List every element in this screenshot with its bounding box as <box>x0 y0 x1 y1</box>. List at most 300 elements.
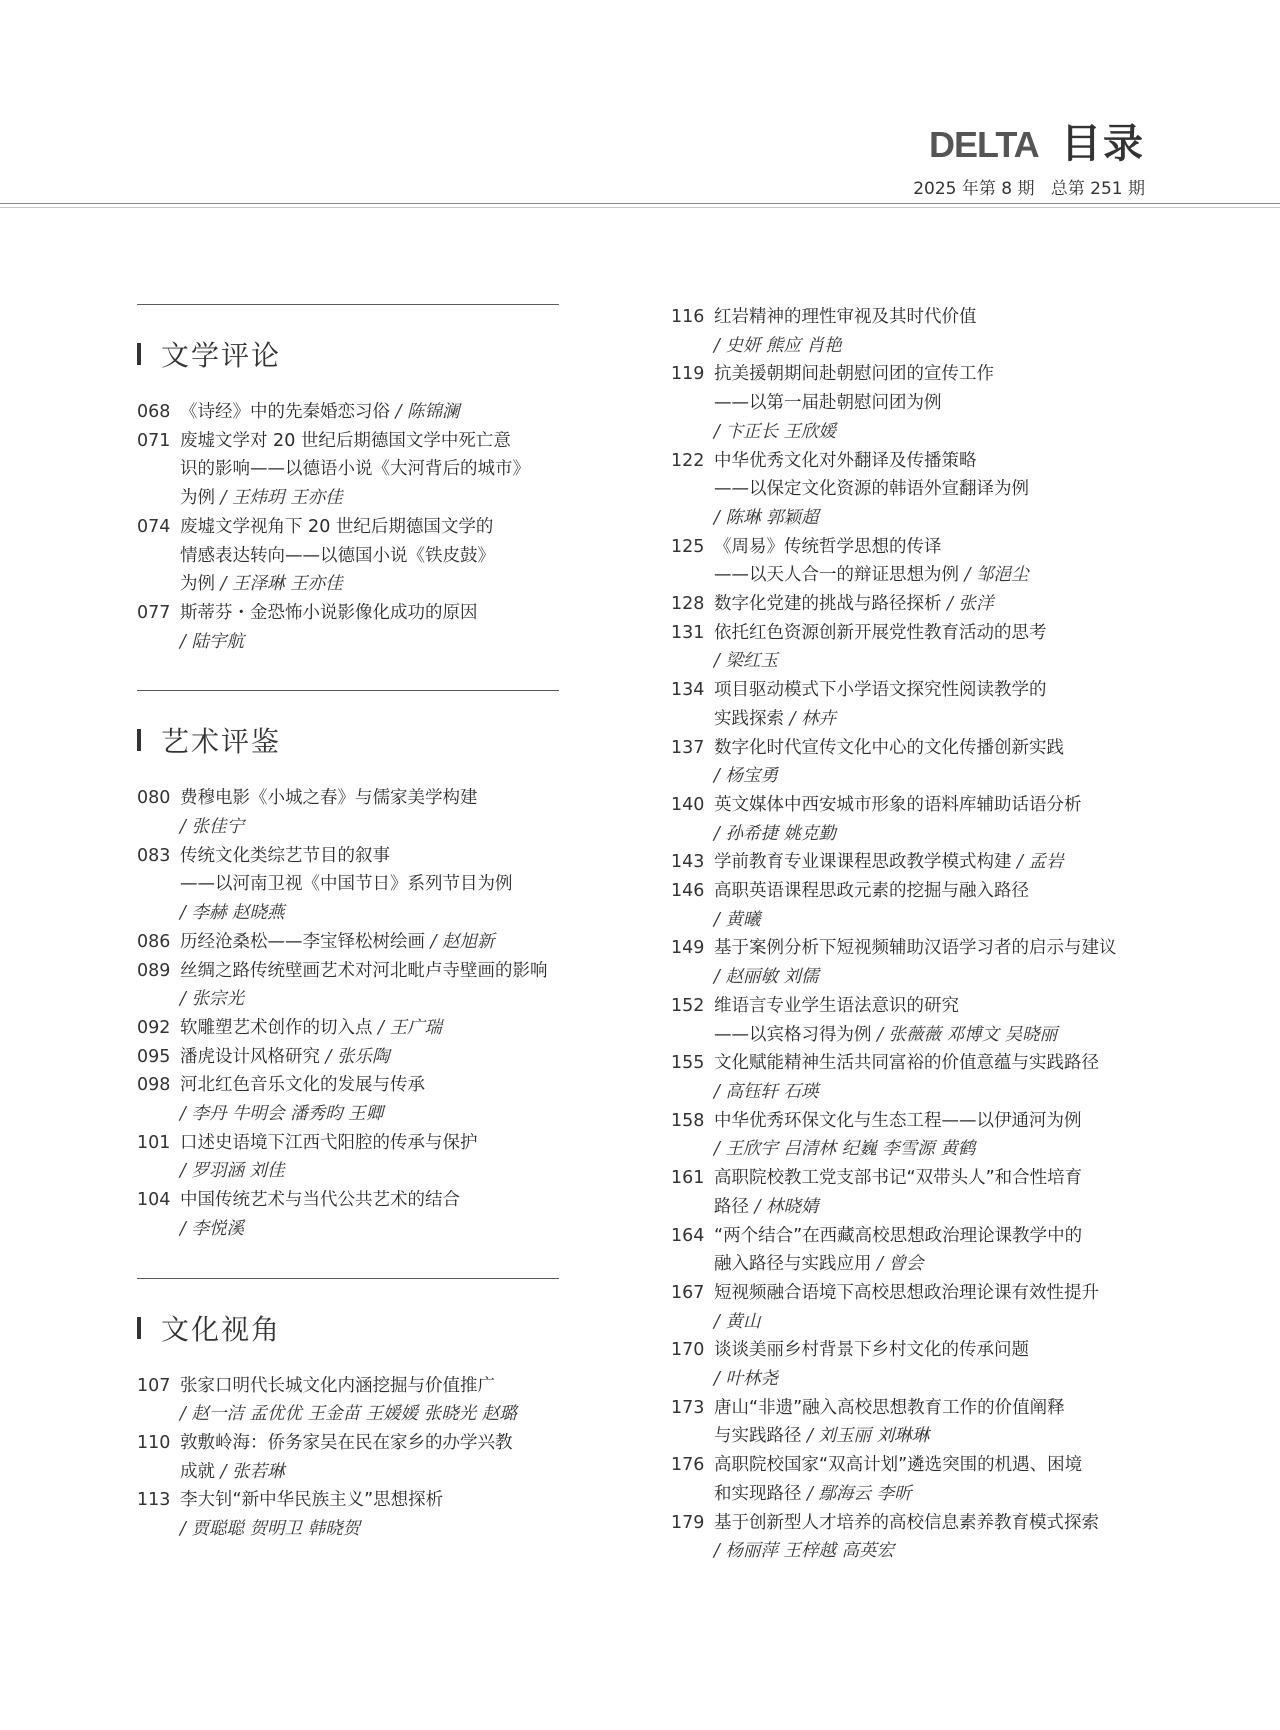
page-number: 110 <box>137 1432 171 1453</box>
page-number: 158 <box>671 1110 705 1131</box>
entry-line <box>714 1135 1151 1164</box>
toc-entry <box>137 1186 577 1243</box>
toc-entry <box>137 1043 577 1072</box>
entry-line <box>714 590 1151 619</box>
article-title-text: 中华优秀环保文化与生态工程——以伊通河为例 <box>714 1110 1082 1131</box>
article-authors: / 杨丽萍 王梓越 高英宏 <box>714 1541 895 1562</box>
article-title-text: 高职院校教工党支部书记“双带头人”和合性培育 <box>714 1168 1083 1189</box>
entry-line <box>180 513 577 542</box>
brand-row <box>929 122 1145 166</box>
toc-entry <box>137 928 577 957</box>
article-title-text: 李大钊“新中华民族主义”思想探析 <box>180 1490 444 1511</box>
section-marker <box>137 1317 141 1339</box>
toc-entry <box>671 934 1151 991</box>
entry-lines <box>180 928 577 957</box>
article-title-text: 中国传统艺术与当代公共艺术的结合 <box>180 1190 460 1211</box>
toc-entry <box>671 1336 1151 1393</box>
article-title-text: 路径 <box>714 1196 749 1217</box>
article-title-text: 历经沧桑松——李宝铎松树绘画 <box>180 931 425 952</box>
entry-lines <box>714 360 1151 446</box>
article-title-text: 谈谈美丽乡村背景下乡村文化的传承问题 <box>714 1340 1029 1361</box>
section-marker <box>137 343 141 365</box>
page-number: 152 <box>671 995 705 1016</box>
entry-lines <box>714 1451 1151 1508</box>
toc-entry <box>671 791 1151 848</box>
entry-line <box>714 1451 1151 1480</box>
toc-entry <box>671 360 1151 446</box>
section-divider <box>137 304 559 305</box>
entry-line <box>714 647 1151 676</box>
entry-lines <box>180 513 577 599</box>
entry-lines <box>714 877 1151 934</box>
entry-lines <box>714 619 1151 676</box>
entry-line <box>714 1107 1151 1136</box>
toc-entry <box>137 842 577 928</box>
page-number: 170 <box>671 1340 705 1361</box>
article-title-text: 融入路径与实践应用 <box>714 1254 872 1275</box>
page-number: 083 <box>137 845 171 866</box>
article-authors: / 梁红玉 <box>714 651 778 672</box>
entry-line <box>714 1250 1151 1279</box>
article-authors: / 林卉 <box>784 708 837 729</box>
article-title-text: 口述史语境下江西弋阳腔的传承与保护 <box>180 1132 478 1153</box>
entry-line <box>714 303 1151 332</box>
article-title-text: 识的影响——以德语小说《大河背后的城市》 <box>180 459 530 480</box>
toc-entry <box>137 1372 577 1429</box>
entry-line <box>714 1480 1151 1509</box>
article-title-text: 情感表达转向——以德国小说《铁皮鼓》 <box>180 545 495 566</box>
toc-entry <box>671 1049 1151 1106</box>
header-rule <box>0 203 1280 204</box>
page-number: 095 <box>137 1046 171 1067</box>
entry-lines <box>180 1129 577 1186</box>
article-authors: / 陆宇航 <box>180 631 244 652</box>
page-number: 134 <box>671 680 705 701</box>
section-header <box>137 336 577 372</box>
entry-line <box>714 1193 1151 1222</box>
section-header <box>137 1310 577 1346</box>
page-number: 137 <box>671 737 705 758</box>
toc-entry <box>137 1129 577 1186</box>
entry-line <box>180 1215 577 1244</box>
entry-lines <box>714 676 1151 733</box>
entry-line <box>180 899 577 928</box>
entry-line <box>714 877 1151 906</box>
entry-line <box>180 1100 577 1129</box>
entry-line <box>180 1400 577 1429</box>
page-number: 077 <box>137 602 171 623</box>
entry-line <box>714 705 1151 734</box>
entry-line <box>714 1078 1151 1107</box>
article-authors: / 张宗光 <box>180 989 244 1010</box>
entry-line <box>180 842 577 871</box>
toc-entry <box>671 590 1151 619</box>
entry-lines <box>180 1043 577 1072</box>
page-number: 092 <box>137 1017 171 1038</box>
toc-entry <box>671 877 1151 934</box>
article-authors: / 张洋 <box>941 594 994 615</box>
entry-line <box>714 848 1151 877</box>
entry-line <box>714 1509 1151 1538</box>
article-title-text: 潘虎设计风格研究 <box>180 1046 320 1067</box>
page-number: 155 <box>671 1053 705 1074</box>
article-authors: / 卞正长 王欣媛 <box>714 421 837 442</box>
article-title-text: 和实现路径 <box>714 1483 802 1504</box>
entry-lines <box>180 842 577 928</box>
article-authors: / 孟岩 <box>1011 852 1064 873</box>
entry-line <box>714 360 1151 389</box>
article-title-text: 中华优秀文化对外翻译及传播策略 <box>714 450 977 471</box>
article-authors: / 林晓婧 <box>749 1196 819 1217</box>
article-title-text: 敦敷岭海：侨务家吴在民在家乡的办学兴教 <box>180 1432 513 1453</box>
entry-line <box>180 599 577 628</box>
entry-line <box>180 628 577 657</box>
toc-entry <box>671 1164 1151 1221</box>
toc-right-column <box>671 303 1151 1566</box>
article-authors: / 曾会 <box>871 1254 924 1275</box>
entry-lines <box>714 992 1151 1049</box>
entry-lines <box>180 784 577 841</box>
section-divider <box>137 1278 559 1279</box>
entry-line <box>180 1071 577 1100</box>
entry-line <box>180 1043 577 1072</box>
article-authors: / 史妍 熊应 肖艳 <box>714 335 842 356</box>
article-title-text: 软雕塑艺术创作的切入点 <box>180 1017 373 1038</box>
page-number: 086 <box>137 931 171 952</box>
toc-entry <box>671 848 1151 877</box>
header-rule-light <box>0 207 1280 208</box>
article-title-text: 英文媒体中西安城市形象的语料库辅助话语分析 <box>714 794 1082 815</box>
article-title-text: “两个结合”在西藏高校思想政治理论课教学中的 <box>714 1225 1083 1246</box>
entry-lines <box>714 734 1151 791</box>
page-number: 143 <box>671 852 705 873</box>
article-title-text: 张家口明代长城文化内涵挖掘与价值推广 <box>180 1375 495 1396</box>
entry-lines <box>714 1222 1151 1279</box>
page-number: 122 <box>671 450 705 471</box>
article-title-text: ——以宾格习得为例 <box>714 1024 872 1045</box>
article-authors: / 邹浥尘 <box>959 565 1029 586</box>
article-title-text: 依托红色资源创新开展党性教育活动的思考 <box>714 622 1047 643</box>
entry-line <box>714 1164 1151 1193</box>
entry-lines <box>180 1429 577 1486</box>
entry-line <box>180 455 577 484</box>
entry-lines <box>714 1509 1151 1566</box>
entry-line <box>714 475 1151 504</box>
toc-section <box>137 690 577 1243</box>
page-number: 140 <box>671 794 705 815</box>
page-number: 071 <box>137 430 171 451</box>
issue-info: 2025 年第 8 期 总第 251 期 <box>913 179 1145 199</box>
article-title-text: 文化赋能精神生活共同富裕的价值意蕴与实践路径 <box>714 1053 1099 1074</box>
section-title: 文学评论 <box>161 339 282 372</box>
article-authors: / 李悦溪 <box>180 1218 244 1239</box>
article-authors: / 高钰轩 石瑛 <box>714 1081 819 1102</box>
article-authors: / 赵丽敏 刘儒 <box>714 967 819 988</box>
section-title: 文化视角 <box>161 1312 282 1346</box>
article-title-text: 数字化时代宣传文化中心的文化传播创新实践 <box>714 737 1064 758</box>
article-title-text: 费穆电影《小城之春》与儒家美学构建 <box>180 788 478 809</box>
entry-line <box>714 447 1151 476</box>
page-number: 116 <box>671 307 705 327</box>
toc-entry <box>137 1014 577 1043</box>
toc-entry <box>671 1451 1151 1508</box>
article-title-text: 唐山“非遗”融入高校思想教育工作的价值阐释 <box>714 1397 1065 1418</box>
entry-line <box>180 784 577 813</box>
article-authors: / 黄山 <box>714 1311 761 1332</box>
entry-lines <box>714 1107 1151 1164</box>
entry-line <box>180 1515 577 1544</box>
page-number: 074 <box>137 516 171 537</box>
toc-entry <box>137 513 577 599</box>
entry-line <box>714 561 1151 590</box>
article-title-text: 数字化党建的挑战与路径探析 <box>714 594 942 615</box>
article-authors: / 赵一洁 孟优优 王金苗 王媛媛 张晓光 赵璐 <box>180 1404 517 1425</box>
section-header <box>137 722 577 758</box>
toc-entry <box>671 1222 1151 1279</box>
page-number: 167 <box>671 1282 705 1303</box>
section-title: 艺术评鉴 <box>161 725 282 759</box>
entry-lines <box>714 590 1151 619</box>
article-title-text: ——以保定文化资源的韩语外宣翻译为例 <box>714 479 1029 500</box>
entry-line <box>714 1021 1151 1050</box>
entry-line <box>714 418 1151 447</box>
toc-entry <box>137 784 577 841</box>
article-title-text: 项目驱动模式下小学语文探究性阅读教学的 <box>714 680 1047 701</box>
toc-entry <box>671 676 1151 733</box>
article-title-text: 为例 <box>180 488 215 509</box>
toc-entry <box>137 599 577 656</box>
entry-line <box>714 619 1151 648</box>
toc-entry <box>671 1107 1151 1164</box>
entry-line <box>714 1279 1151 1308</box>
article-authors: / 张若琳 <box>215 1461 285 1482</box>
toc-entry <box>137 427 577 513</box>
page-number: 119 <box>671 364 705 385</box>
page-header <box>0 0 1280 220</box>
article-title-text: 废墟文学对 20 世纪后期德国文学中死亡意 <box>180 430 511 451</box>
entry-line <box>180 1186 577 1215</box>
entry-line <box>714 1336 1151 1365</box>
page-number: 164 <box>671 1225 705 1246</box>
article-title-text: 与实践路径 <box>714 1426 802 1447</box>
toc-entry <box>137 1071 577 1128</box>
article-title-text: ——以河南卫视《中国节日》系列节目为例 <box>180 874 513 895</box>
entry-line <box>180 1129 577 1158</box>
article-title-text: 高职英语课程思政元素的挖掘与融入路径 <box>714 881 1029 902</box>
toc-section <box>137 304 577 656</box>
entry-line <box>180 957 577 986</box>
toc-entry <box>671 1394 1151 1451</box>
article-authors: / 贾聪聪 贺明卫 韩晓贺 <box>180 1519 361 1540</box>
entry-line <box>714 1365 1151 1394</box>
article-authors: / 罗羽涵 刘佳 <box>180 1161 285 1182</box>
article-title-text: 学前教育专业课课程思政教学模式构建 <box>714 852 1012 873</box>
entry-line <box>180 542 577 571</box>
article-title-text: 为例 <box>180 574 215 595</box>
entry-lines <box>714 447 1151 533</box>
entry-lines <box>714 934 1151 991</box>
article-authors: / 刘玉丽 刘琳琳 <box>801 1426 930 1447</box>
entry-lines <box>714 1394 1151 1451</box>
toc-entry <box>671 1509 1151 1566</box>
article-title-text: 红岩精神的理性审视及其时代价值 <box>714 307 977 327</box>
article-authors: / 王炜玥 王亦佳 <box>215 488 343 509</box>
article-title-text: 《诗经》中的先秦婚恋习俗 <box>180 402 390 422</box>
toc-entry <box>671 303 1151 360</box>
page-number: 104 <box>137 1190 171 1211</box>
entry-line <box>180 427 577 456</box>
article-authors: / 鄢海云 李昕 <box>801 1483 912 1504</box>
entry-lines <box>180 427 577 513</box>
toc-heading: 目录 <box>1061 121 1145 167</box>
entry-lines <box>180 599 577 656</box>
article-title-text: 河北红色音乐文化的发展与传承 <box>180 1075 425 1096</box>
entry-line <box>180 1157 577 1186</box>
entry-lines <box>180 1071 577 1128</box>
article-authors: / 陈锦澜 <box>390 402 460 422</box>
article-title-text: 维语言专业学生语法意识的研究 <box>714 995 959 1016</box>
article-authors: / 杨宝勇 <box>714 766 778 787</box>
page-number: 128 <box>671 594 705 615</box>
entry-line <box>714 1049 1151 1078</box>
article-title-text: 丝绸之路传统壁画艺术对河北毗卢寺壁画的影响 <box>180 960 548 981</box>
entry-line <box>714 1422 1151 1451</box>
article-title-text: 成就 <box>180 1461 215 1482</box>
entry-lines <box>180 957 577 1014</box>
article-title-text: 废墟文学视角下 20 世纪后期德国文学的 <box>180 516 494 537</box>
entry-line <box>714 820 1151 849</box>
section-divider <box>137 690 559 691</box>
entry-lines <box>714 303 1151 360</box>
entry-line <box>180 1486 577 1515</box>
article-title-text: 基于创新型人才培养的高校信息素养教育模式探索 <box>714 1512 1099 1533</box>
entry-line <box>714 1394 1151 1423</box>
article-title-text: 短视频融合语境下高校思想政治理论课有效性提升 <box>714 1282 1099 1303</box>
article-title-text: ——以第一届赴朝慰问团为例 <box>714 393 942 414</box>
page-number: 176 <box>671 1455 705 1476</box>
entry-lines <box>180 1372 577 1429</box>
article-authors: / 李赫 赵晓燕 <box>180 903 285 924</box>
entry-line <box>180 928 577 957</box>
page-number: 098 <box>137 1075 171 1096</box>
entry-line <box>714 533 1151 562</box>
toc-entry <box>671 992 1151 1049</box>
entry-line <box>180 398 577 427</box>
article-title-text: 基于案例分析下短视频辅助汉语学习者的启示与建议 <box>714 938 1117 959</box>
entry-line <box>180 870 577 899</box>
logo-text: DELTA <box>929 128 1039 160</box>
entry-line <box>714 1308 1151 1337</box>
article-title-text: 斯蒂芬・金恐怖小说影像化成功的原因 <box>180 602 478 623</box>
toc-entry <box>137 1486 577 1543</box>
page-number: 149 <box>671 938 705 959</box>
page-number: 101 <box>137 1132 171 1153</box>
article-authors: / 孙希捷 姚克勤 <box>714 823 837 844</box>
entry-line <box>180 1014 577 1043</box>
toc-entry <box>671 1279 1151 1336</box>
entry-line <box>180 985 577 1014</box>
entry-lines <box>714 791 1151 848</box>
entry-line <box>714 389 1151 418</box>
article-authors: / 张薇薇 邓博文 吴晓丽 <box>871 1024 1058 1045</box>
toc-entry <box>137 398 577 427</box>
page-number: 125 <box>671 536 705 557</box>
entry-line <box>180 1458 577 1487</box>
toc-entry <box>671 447 1151 533</box>
entry-lines <box>180 1186 577 1243</box>
article-title-text: 《周易》传统哲学思想的传译 <box>714 536 942 557</box>
entry-lines <box>180 1486 577 1543</box>
entry-line <box>180 570 577 599</box>
page-number: 080 <box>137 788 171 809</box>
entry-lines <box>714 848 1151 877</box>
entry-lines <box>714 1164 1151 1221</box>
delta-logo <box>929 128 1049 160</box>
article-title-text: 高职院校国家“双高计划”遴选突围的机遇、困境 <box>714 1455 1083 1476</box>
article-authors: / 陈琳 郭颖超 <box>714 507 819 528</box>
article-title-text: 实践探索 <box>714 708 784 729</box>
entry-lines <box>714 1336 1151 1393</box>
article-authors: / 黄曦 <box>714 909 761 930</box>
entry-line <box>714 1537 1151 1566</box>
toc-entry <box>671 533 1151 590</box>
toc-entry <box>671 734 1151 791</box>
toc-entry <box>671 619 1151 676</box>
entry-lines <box>714 1049 1151 1106</box>
page-number: 089 <box>137 960 171 981</box>
article-title-text: ——以天人合一的辩证思想为例 <box>714 565 959 586</box>
entry-line <box>714 906 1151 935</box>
article-title-text: 抗美援朝期间赴朝慰问团的宣传工作 <box>714 364 994 385</box>
entry-line <box>714 963 1151 992</box>
entry-line <box>180 1429 577 1458</box>
page-number: 068 <box>137 402 171 422</box>
page-number: 131 <box>671 622 705 643</box>
article-authors: / 王欣宇 吕清林 纪巍 李雪源 黄鹤 <box>714 1139 976 1160</box>
article-authors: / 王广瑞 <box>372 1017 443 1038</box>
page-number: 146 <box>671 881 705 902</box>
entry-lines <box>180 1014 577 1043</box>
entry-line <box>714 504 1151 533</box>
page-number: 107 <box>137 1375 171 1396</box>
page-number: 173 <box>671 1397 705 1418</box>
entry-lines <box>714 533 1151 590</box>
entry-line <box>714 992 1151 1021</box>
page-number: 161 <box>671 1168 705 1189</box>
entry-line <box>714 791 1151 820</box>
article-authors: / 张乐陶 <box>320 1046 390 1067</box>
entry-line <box>714 332 1151 361</box>
article-authors: / 叶林尧 <box>714 1369 778 1390</box>
entry-lines <box>714 1279 1151 1336</box>
entry-line <box>180 813 577 842</box>
article-authors: / 赵旭新 <box>425 931 495 952</box>
entry-line <box>180 484 577 513</box>
toc-entry <box>137 957 577 1014</box>
entry-line <box>180 1372 577 1401</box>
entry-line <box>714 676 1151 705</box>
toc-section <box>137 1278 577 1544</box>
entry-line <box>714 762 1151 791</box>
page-number: 179 <box>671 1512 705 1533</box>
page-number: 113 <box>137 1490 171 1511</box>
entry-line <box>714 734 1151 763</box>
article-title-text: 传统文化类综艺节目的叙事 <box>180 845 390 866</box>
section-marker <box>137 729 141 751</box>
article-authors: / 李丹 牛明会 潘秀昀 王卿 <box>180 1104 384 1125</box>
entry-line <box>714 1222 1151 1251</box>
article-authors: / 张佳宁 <box>180 817 244 838</box>
